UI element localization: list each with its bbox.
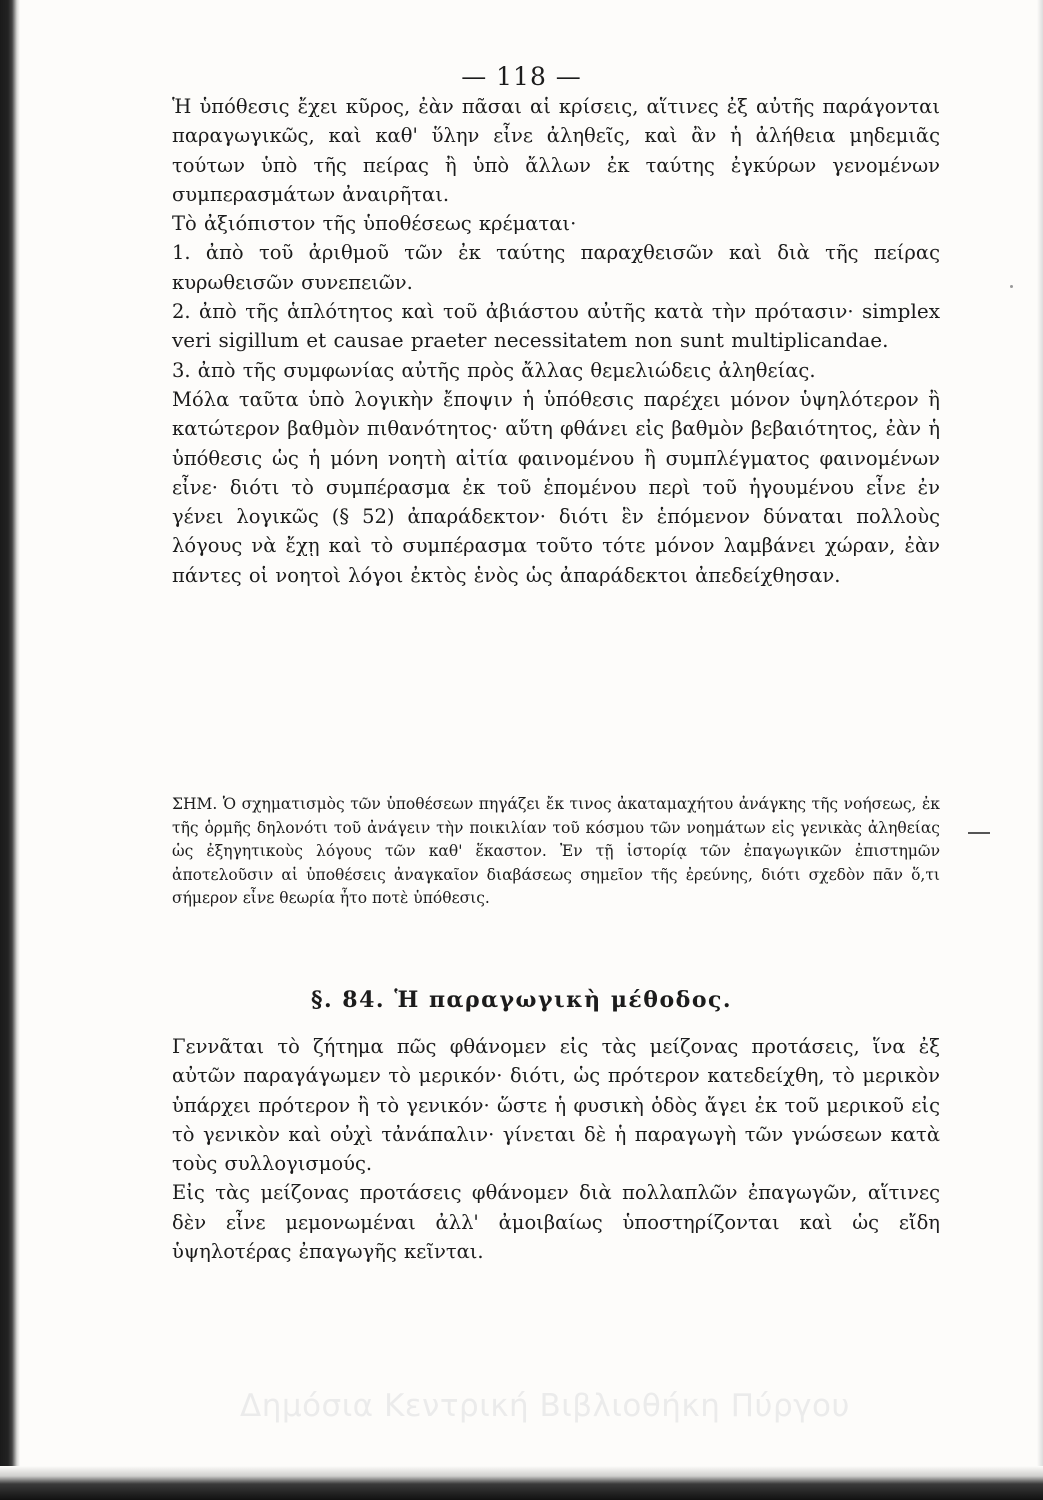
item-2-latin-maxim: simplex veri sigillum et causae praeter necessitatem non sunt multiplicandae. [172, 299, 940, 353]
main-text-block-2 [172, 1032, 940, 1266]
paragraph-item-1: 1. ἀπὸ τοῦ ἀριθμοῦ τῶν ἐκ ταύτης παραχθεισῶν καὶ διὰ τῆς πείρας κυρωθεισῶν συνεπειῶν. [172, 241, 940, 294]
paragraph-hypothesis-validity: Ἡ ὑπόθεσις ἔχει κῦρος, ἐὰν πᾶσαι αἱ κρίσεις, αἵτινες ἐξ αὐτῆς παράγονται παραγωγικῶς, καὶ καθ' ὕλην εἶνε ἀληθεῖς, καὶ ἂν ἡ ἀλήθεια μηδεμιᾶς τούτων ὑπὸ τῆς πείρας ἢ ὑπὸ ἄλλων ἐκ ταύτης ἐγκύρων γενομένων συμπερασμάτων ἀναιρῆται. [172, 95, 940, 206]
library-watermark: Δημόσια Κεντρική Βιβλιοθήκη Πύργου [240, 1388, 850, 1424]
note-text: ΣΗΜ. Ὁ σχηματισμὸς τῶν ὑποθέσεων πηγάζει ἔκ τινος ἀκαταμαχήτου ἀνάγκης τῆς νοήσεως, ἐκ τῆς ὁρμῆς δηλονότι τοῦ ἀνάγειν τὴν ποικιλίαν τοῦ κόσμου τῶν νοημάτων εἰς γενικὰς ἀληθείας ὡς ἐξηγητικοὺς λόγους τῶν καθ' ἕκαστον. Ἐν τῇ ἱστορίᾳ τῶν ἐπαγωγικῶν ἐπιστημῶν ἀποτελοῦσιν αἱ ὑποθέσεις ἀναγκαῖον διαβάσεως σημεῖον τῆς ἐρεύνης, διότι σχεδὸν πᾶν ὅ,τι σήμερον εἶνε θεωρία ἦτο ποτὲ ὑπόθεσις. [172, 795, 940, 908]
margin-dash-mark [968, 832, 990, 834]
page-left-shadow [0, 0, 20, 1500]
paragraph-item-2 [172, 297, 940, 356]
paragraph-credibility-intro: Τὸ ἀξιόπιστον τῆς ὑποθέσεως κρέμαται· [172, 212, 577, 236]
paragraph-major-premises: Γεννᾶται τὸ ζήτημα πῶς φθάνομεν εἰς τὰς μείζονας προτάσεις, ἵνα ἐξ αὐτῶν παραγάγωμεν τὸ μερικόν· διότι, ὡς πρότερον κατεδείχθη, τὸ μερικὸν ὑπάρχει πρότερον ἢ τὸ γενικόν· ὥστε ἡ φυσικὴ ὁδὸς ἄγει ἐκ τοῦ μερικοῦ εἰς τὸ γενικὸν καὶ οὐχὶ τἀνάπαλιν· γίνεται δὲ ἡ παραγωγὴ τῶν γνώσεων κατὰ τοὺς συλλογισμούς. [172, 1035, 940, 1176]
item-2-greek: 2. ἀπὸ τῆς ἁπλότητος καὶ τοῦ ἀβιάστου αὐτῆς κατὰ τὴν πρότασιν· [172, 300, 854, 324]
page-bottom-shadow [0, 1466, 1043, 1500]
note-block [172, 793, 940, 911]
paragraph-probability: Μόλα ταῦτα ὑπὸ λογικὴν ἔποψιν ἡ ὑπόθεσις παρέχει μόνον ὑψηλότερον ἢ κατώτερον βαθμὸν πιθανότητος· αὕτη φθάνει εἰς βαθμὸν βεβαιότητος, ἐὰν ἡ ὑπόθεσις ὡς ἡ μόνη νοητὴ αἰτία φαινομένου ἢ συμπλέγματος φαινομένων εἶνε· διότι τὸ συμπέρασμα ἐκ τοῦ ἑπομένου περὶ τοῦ ἡγουμένου εἶνε ἐν γένει λογικῶς (§ 52) ἀπαράδεκτον· διότι ἓν ἑπόμενον δύναται πολλοὺς λόγους νὰ ἔχῃ καὶ τὸ συμπέρασμα τοῦτο τότε μόνον λαμβάνει χώραν, ἐὰν πάντες οἱ νοητοὶ λόγοι ἐκτὸς ἑνὸς ὡς ἀπαράδεκτοι ἀπεδείχθησαν. [172, 387, 940, 587]
paragraph-item-3: 3. ἀπὸ τῆς συμφωνίας αὐτῆς πρὸς ἄλλας θεμελιώδεις ἀληθείας. [172, 358, 816, 382]
page-number-header: — 118 — [461, 62, 582, 91]
main-text-block-1 [172, 92, 940, 590]
section-heading: §. 84. Ἡ παραγωγικὴ μέθοδος. [310, 987, 733, 1013]
margin-speck [1010, 285, 1013, 288]
paragraph-inductions: Εἰς τὰς μείζονας προτάσεις φθάνομεν διὰ πολλαπλῶν ἐπαγωγῶν, αἵτινες δὲν εἶνε μεμονωμέναι ἀλλ' ἀμοιβαίως ὑποστηρίζονται καὶ ὡς εἴδη ὑψηλοτέρας ἐπαγωγῆς κεῖνται. [172, 1181, 940, 1264]
page-right-edge [1037, 0, 1043, 1500]
